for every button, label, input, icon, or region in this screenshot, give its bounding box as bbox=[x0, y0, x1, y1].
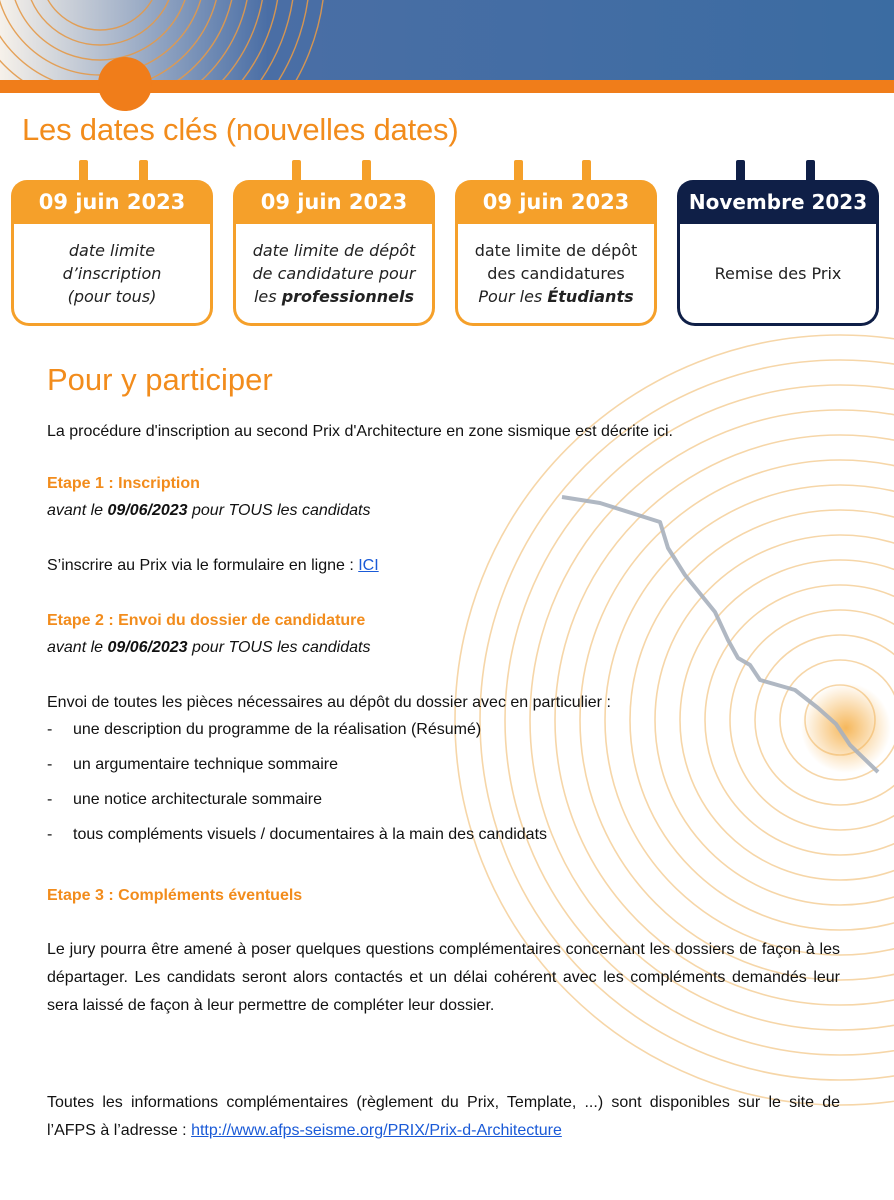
step1-title: Etape 1 : Inscription bbox=[47, 475, 200, 492]
date-card-professionals bbox=[233, 180, 435, 326]
card-date: Novembre 2023 bbox=[677, 180, 879, 224]
step2-text: Envoi de toutes les pièces nécessaires au dépôt du dossier avec en particulier : bbox=[47, 694, 611, 711]
list-item: - tous compléments visuels / documentaires à la main des candidats bbox=[47, 825, 847, 860]
step3-title: Etape 3 : Compléments éventuels bbox=[47, 887, 303, 904]
card-date: 09 juin 2023 bbox=[233, 180, 435, 224]
footer-text bbox=[47, 1089, 840, 1145]
deadline-prefix: avant le bbox=[47, 502, 108, 519]
card-line: d’inscription bbox=[62, 264, 162, 283]
card-description bbox=[11, 224, 213, 326]
section-title: Pour y participer bbox=[47, 362, 273, 397]
deadline-suffix: pour TOUS les candidats bbox=[187, 502, 371, 519]
card-line: date limite bbox=[68, 241, 156, 260]
card-description bbox=[233, 224, 435, 326]
date-card-awards bbox=[677, 180, 879, 326]
card-line-bold: Étudiants bbox=[547, 287, 634, 306]
step3-text: Le jury pourra être amené à poser quelques questions complémentaires concernant les dossiers de façon à les départager. Les candidats seront alors contactés et un délai cohérent avec les compléments demandés leur sera laissé de façon à leur permettre de compléter leur dossier. bbox=[47, 941, 840, 1014]
card-line bbox=[253, 285, 416, 308]
list-item: - une description du programme de la réalisation (Résumé) bbox=[47, 720, 847, 755]
registration-link[interactable]: ICI bbox=[358, 557, 379, 574]
card-line: date limite de dépôt bbox=[252, 241, 416, 260]
date-card-registration bbox=[11, 180, 213, 326]
step1-text bbox=[47, 556, 379, 576]
card-line: des candidatures bbox=[487, 264, 625, 283]
card-line: (pour tous) bbox=[67, 287, 157, 306]
step1-deadline bbox=[47, 501, 370, 521]
deadline-suffix: pour TOUS les candidats bbox=[187, 639, 371, 656]
registration-text: S’inscrire au Prix via le formulaire en ligne : bbox=[47, 557, 359, 574]
card-date: 09 juin 2023 bbox=[11, 180, 213, 224]
deadline-date: 09/06/2023 bbox=[107, 502, 188, 519]
card-description bbox=[677, 224, 879, 326]
deadline-date: 09/06/2023 bbox=[107, 639, 188, 656]
card-line-bold: professionnels bbox=[281, 287, 414, 306]
card-line-prefix: les bbox=[253, 287, 282, 306]
list-item: - une notice architecturale sommaire bbox=[47, 790, 847, 825]
card-line: Remise des Prix bbox=[714, 264, 842, 283]
deadline-prefix: avant le bbox=[47, 639, 108, 656]
header-orange-circle bbox=[98, 57, 152, 111]
list-item: - un argumentaire technique sommaire bbox=[47, 755, 847, 790]
step2-title: Etape 2 : Envoi du dossier de candidature bbox=[47, 612, 366, 629]
afps-website-link[interactable]: http://www.afps-seisme.org/PRIX/Prix-d-Architecture bbox=[191, 1122, 562, 1139]
footer-info: Toutes les informations complémentaires (règlement du Prix, Template, ...) sont disponibles sur le site de l’AFPS à l’adresse : bbox=[47, 1094, 840, 1139]
intro-text: La procédure d'inscription au second Prix d'Architecture en zone sismique est décrite ici. bbox=[47, 423, 673, 440]
card-description bbox=[455, 224, 657, 326]
card-line: de candidature pour bbox=[252, 264, 416, 283]
required-documents-list bbox=[47, 720, 847, 860]
step2-deadline bbox=[47, 638, 370, 658]
card-line bbox=[475, 285, 638, 308]
date-card-students bbox=[455, 180, 657, 326]
card-line: date limite de dépôt bbox=[474, 241, 638, 260]
dates-section-title: Les dates clés (nouvelles dates) bbox=[22, 112, 459, 147]
card-date: 09 juin 2023 bbox=[455, 180, 657, 224]
card-line-prefix: Pour les bbox=[478, 287, 548, 306]
